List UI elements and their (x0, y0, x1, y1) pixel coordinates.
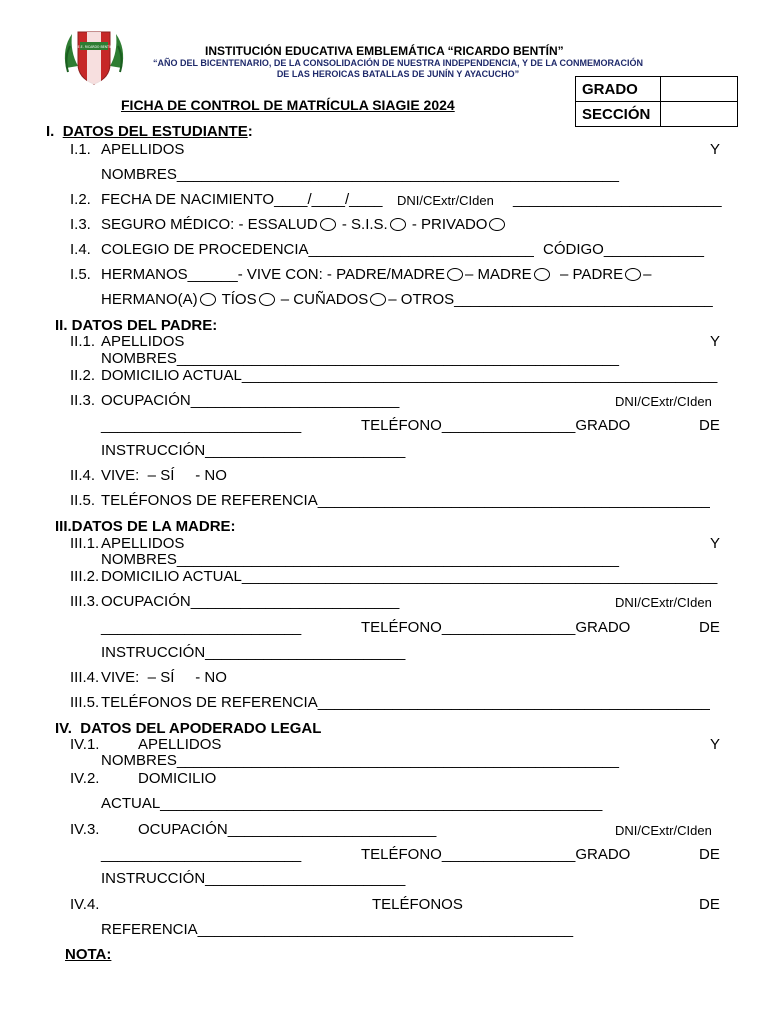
ii4-number: II.4. (70, 467, 96, 484)
section-1-label: DATOS DEL ESTUDIANTE (62, 123, 248, 140)
ii3-dni-label: DNI/CExtr/CIden (615, 394, 712, 409)
svg-text:I.E.E. RICARDO BENTÍN: I.E.E. RICARDO BENTÍN (75, 45, 113, 49)
essalud-radio[interactable] (320, 218, 336, 231)
iv2-address-field[interactable]: ACTUAL_____________________________________________________ (101, 795, 603, 812)
iii1-y: Y (710, 535, 721, 552)
padre-madre-radio[interactable] (447, 268, 463, 281)
health-insurance-row (101, 216, 507, 234)
hermano-radio[interactable] (200, 293, 216, 306)
lives-with-label: VIVE CON: - PADRE/MADRE (246, 266, 445, 283)
iv4-number: IV.4. (70, 896, 100, 913)
dni-label: DNI/CExtr/CIden (397, 193, 494, 208)
i5-number: I.5. (70, 266, 91, 283)
iii4-alive[interactable]: VIVE: – SÍ - NO (101, 669, 227, 686)
siblings-row (101, 266, 651, 284)
dash: – (643, 266, 652, 283)
ii3-instruction-field[interactable]: INSTRUCCIÓN________________________ (101, 442, 406, 459)
ii5-phones-field[interactable]: TELÉFONOS DE REFERENCIA_______________________________________________ (101, 492, 710, 509)
section-4-title: IV. DATOS DEL APODERADO LEGAL (55, 720, 322, 737)
privado-label: - PRIVADO (411, 216, 488, 233)
iv4-phones-label: TELÉFONOS (372, 896, 463, 913)
grade-section-table (575, 76, 738, 127)
iv3-instruction-field[interactable]: INSTRUCCIÓN________________________ (101, 870, 406, 887)
padre-radio[interactable] (625, 268, 641, 281)
madre-label: – MADRE (465, 266, 532, 283)
cunados-radio[interactable] (370, 293, 386, 306)
sis-radio[interactable] (390, 218, 406, 231)
ii3-occupation-field[interactable]: OCUPACIÓN_________________________ (101, 392, 400, 409)
institution-name: INSTITUCIÓN EDUCATIVA EMBLEMÁTICA “RICARDO BENTÍN” (205, 44, 564, 58)
iv1-number: IV.1. (70, 736, 100, 753)
iv3-dni-field[interactable]: ________________________ (101, 846, 302, 863)
iv3-number: IV.3. (70, 821, 100, 838)
iii2-number: III.2. (70, 568, 100, 585)
madre-radio[interactable] (534, 268, 550, 281)
iv1-apellidos-label: APELLIDOS (138, 736, 222, 753)
ii5-number: II.5. (70, 492, 96, 509)
padre-label: – PADRE (560, 266, 624, 283)
form-title: FICHA DE CONTROL DE MATRÍCULA SIAGIE 2024 (121, 97, 455, 113)
sis-label: - S.I.S. (341, 216, 388, 233)
hermano-label: HERMANO(A) (101, 291, 198, 308)
iv2-domicilio-label: DOMICILIO (138, 770, 217, 787)
iv1-y: Y (710, 736, 721, 753)
i2-number: I.2. (70, 191, 91, 208)
iii4-number: III.4. (70, 669, 100, 686)
iv4-reference-field[interactable]: REFERENCIA_____________________________________________ (101, 921, 574, 938)
siblings-field[interactable]: HERMANOS______- (101, 266, 243, 283)
ii3-phone-grade[interactable]: TELÉFONO________________GRADO (361, 417, 631, 434)
iii3-occupation-field[interactable]: OCUPACIÓN_________________________ (101, 593, 400, 610)
section-3-title: III.DATOS DE LA MADRE: (55, 518, 236, 535)
i4-number: I.4. (70, 241, 91, 258)
cunados-label: – CUÑADOS (280, 291, 369, 308)
previous-school-field[interactable]: COLEGIO DE PROCEDENCIA___________________________ (101, 241, 534, 258)
tios-label: TÍOS (221, 291, 257, 308)
ii2-address-field[interactable]: DOMICILIO ACTUAL_________________________________________________________ (101, 367, 718, 384)
section-1-title (46, 123, 253, 141)
ii1-y: Y (710, 333, 721, 350)
iv2-number: IV.2. (70, 770, 100, 787)
i1-number: I.1. (70, 141, 91, 158)
ii4-alive[interactable]: VIVE: – SÍ - NO (101, 467, 227, 484)
ii2-number: II.2. (70, 367, 96, 384)
i3-number: I.3. (70, 216, 91, 233)
tios-radio[interactable] (259, 293, 275, 306)
relatives-row (101, 291, 713, 309)
ii1-nombres-field[interactable]: NOMBRES_____________________________________________________ (101, 350, 619, 367)
iv3-dni-label: DNI/CExtr/CIden (615, 823, 712, 838)
section-2-title: II. DATOS DEL PADRE: (55, 317, 218, 334)
section-1-colon: : (247, 123, 253, 140)
header-motto-1: “AÑO DEL BICENTENARIO, DE LA CONSOLIDACIÓN DE NUESTRA INDEPENDENCIA, Y DE LA CONMEMORACIÓN (152, 58, 644, 68)
school-code-field[interactable]: CÓDIGO____________ (543, 241, 704, 258)
privado-radio[interactable] (489, 218, 505, 231)
header-motto-2: DE LAS HEROICAS BATALLAS DE JUNÍN Y AYACUCHO” (276, 69, 520, 79)
iii1-number: III.1. (70, 535, 100, 552)
iii3-de: DE (699, 619, 720, 636)
iv3-de: DE (699, 846, 720, 863)
grado-field[interactable] (661, 77, 738, 102)
seccion-field[interactable] (661, 102, 738, 127)
birth-date-field[interactable]: FECHA DE NACIMIENTO____/____/____ (101, 191, 383, 208)
iv1-nombres-field[interactable]: NOMBRES_____________________________________________________ (101, 752, 619, 769)
iii5-phones-field[interactable]: TELÉFONOS DE REFERENCIA_______________________________________________ (101, 694, 710, 711)
ii3-number: II.3. (70, 392, 96, 409)
iv3-occupation-field[interactable]: OCUPACIÓN_________________________ (138, 821, 437, 838)
grado-label: GRADO (576, 77, 661, 102)
iii3-instruction-field[interactable]: INSTRUCCIÓN________________________ (101, 644, 406, 661)
ii3-dni-field[interactable]: ________________________ (101, 417, 302, 434)
ii1-apellidos-label: APELLIDOS (101, 333, 185, 350)
iv4-de: DE (699, 896, 720, 913)
ii3-de: DE (699, 417, 720, 434)
essalud-label: SEGURO MÉDICO: - ESSALUD (101, 216, 318, 233)
iii3-phone-grade[interactable]: TELÉFONO________________GRADO (361, 619, 631, 636)
school-logo (60, 28, 128, 88)
iii1-nombres-field[interactable]: NOMBRES_____________________________________________________ (101, 551, 619, 568)
i1-apellidos-label: APELLIDOS (101, 141, 185, 158)
dni-field[interactable]: _________________________ (513, 191, 722, 208)
iii5-number: III.5. (70, 694, 100, 711)
nota-label: NOTA: (65, 946, 112, 963)
iii1-apellidos-label: APELLIDOS (101, 535, 185, 552)
i1-nombres-field[interactable]: NOMBRES_____________________________________________________ (101, 166, 619, 183)
iii3-number: III.3. (70, 593, 100, 610)
iii3-dni-field[interactable]: ________________________ (101, 619, 302, 636)
iv3-phone-grade[interactable]: TELÉFONO________________GRADO (361, 846, 631, 863)
otros-field[interactable]: – OTROS_______________________________ (388, 291, 713, 308)
seccion-label: SECCIÓN (576, 102, 661, 127)
iii2-address-field[interactable]: DOMICILIO ACTUAL_________________________________________________________ (101, 568, 718, 585)
section-1-number: I. (46, 123, 55, 140)
iii3-dni-label: DNI/CExtr/CIden (615, 595, 712, 610)
i1-y: Y (710, 141, 721, 158)
ii1-number: II.1. (70, 333, 96, 350)
